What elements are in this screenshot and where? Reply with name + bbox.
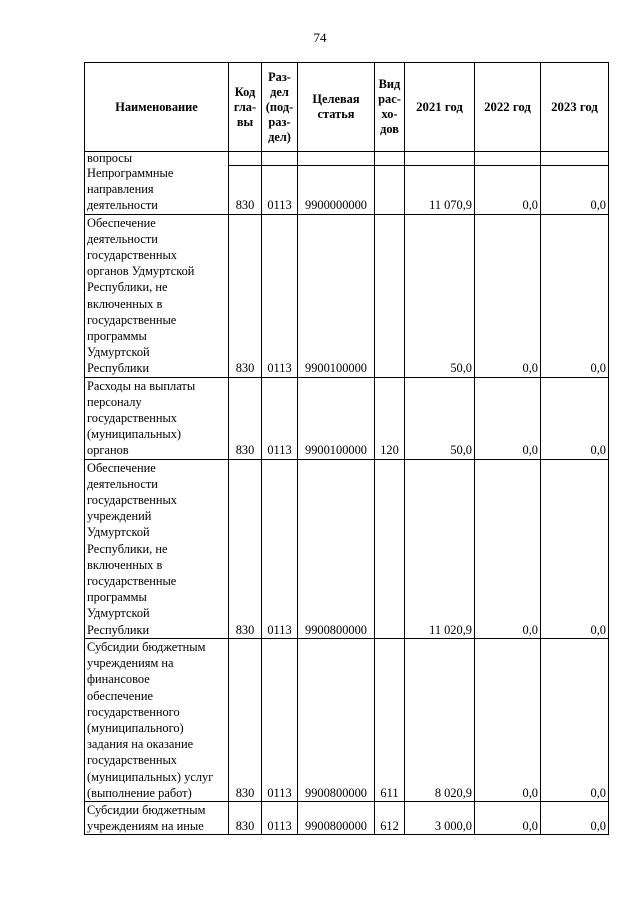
row-chapter-code: 830 — [229, 165, 262, 214]
row-value-2022: 0,0 — [475, 459, 541, 638]
row-target-item: 9900100000 — [298, 214, 375, 377]
page-number: 74 — [313, 30, 327, 45]
row-section: 0113 — [262, 801, 298, 834]
row-section: 0113 — [262, 638, 298, 801]
row-value-2023: 0,0 — [541, 638, 609, 801]
row-target-item: 9900800000 — [298, 459, 375, 638]
row-chapter-code: 830 — [229, 638, 262, 801]
row-expense-type: 612 — [375, 801, 405, 834]
header-year-2022: 2022 год — [475, 63, 541, 152]
table-row — [85, 638, 609, 801]
header-chapter-code: Код гла- вы — [229, 63, 262, 152]
header-year-2021: 2021 год — [405, 63, 475, 152]
table-row — [85, 377, 609, 459]
header-target-item: Целевая статья — [298, 63, 375, 152]
table-row — [85, 214, 609, 377]
row-name: Обеспечение деятельности государственных органов Удмуртской Республики, не включенных в государственные программы Удмуртской Республики — [85, 214, 229, 377]
row-name: Расходы на выплаты персоналу государственных (муниципальных) органов — [85, 377, 229, 459]
continuation-text: вопросы — [85, 152, 229, 166]
row-value-2023: 0,0 — [541, 459, 609, 638]
header-section: Раз- дел (под- раз- дел) — [262, 63, 298, 152]
row-chapter-code: 830 — [229, 377, 262, 459]
row-value-2023: 0,0 — [541, 377, 609, 459]
row-section: 0113 — [262, 214, 298, 377]
row-value-2021: 3 000,0 — [405, 801, 475, 834]
row-name: Обеспечение деятельности государственных учреждений Удмуртской Республики, не включенных в государственные программы Удмуртской Республики — [85, 459, 229, 638]
row-section: 0113 — [262, 377, 298, 459]
budget-table — [84, 62, 609, 835]
row-chapter-code: 830 — [229, 801, 262, 834]
row-value-2022: 0,0 — [475, 165, 541, 214]
row-expense-type — [375, 214, 405, 377]
row-value-2023: 0,0 — [541, 801, 609, 834]
header-name: Наименование — [85, 63, 229, 152]
row-value-2022: 0,0 — [475, 377, 541, 459]
row-expense-type: 611 — [375, 638, 405, 801]
row-chapter-code: 830 — [229, 214, 262, 377]
table-row — [85, 801, 609, 834]
table-row — [85, 165, 609, 214]
row-value-2021: 11 070,9 — [405, 165, 475, 214]
row-name: Субсидии бюджетным учреждениям на иные — [85, 801, 229, 834]
header-year-2023: 2023 год — [541, 63, 609, 152]
row-expense-type — [375, 165, 405, 214]
row-target-item: 9900000000 — [298, 165, 375, 214]
row-name: Непрограммные направления деятельности — [85, 165, 229, 214]
row-value-2021: 50,0 — [405, 377, 475, 459]
table-row — [85, 459, 609, 638]
row-value-2022: 0,0 — [475, 214, 541, 377]
row-section: 0113 — [262, 165, 298, 214]
row-value-2023: 0,0 — [541, 214, 609, 377]
row-section: 0113 — [262, 459, 298, 638]
row-chapter-code: 830 — [229, 459, 262, 638]
row-target-item: 9900800000 — [298, 801, 375, 834]
header-expense-type: Вид рас- хо- дов — [375, 63, 405, 152]
row-target-item: 9900800000 — [298, 638, 375, 801]
continuation-row — [85, 152, 609, 166]
row-value-2022: 0,0 — [475, 801, 541, 834]
row-value-2021: 50,0 — [405, 214, 475, 377]
row-expense-type: 120 — [375, 377, 405, 459]
row-value-2022: 0,0 — [475, 638, 541, 801]
header-row — [85, 63, 609, 152]
row-target-item: 9900100000 — [298, 377, 375, 459]
row-name: Субсидии бюджетным учреждениям на финансовое обеспечение государственного (муниципального) задания на оказание государственных (муниципальных) услуг (выполнение работ) — [85, 638, 229, 801]
row-expense-type — [375, 459, 405, 638]
row-value-2021: 8 020,9 — [405, 638, 475, 801]
row-value-2021: 11 020,9 — [405, 459, 475, 638]
row-value-2023: 0,0 — [541, 165, 609, 214]
